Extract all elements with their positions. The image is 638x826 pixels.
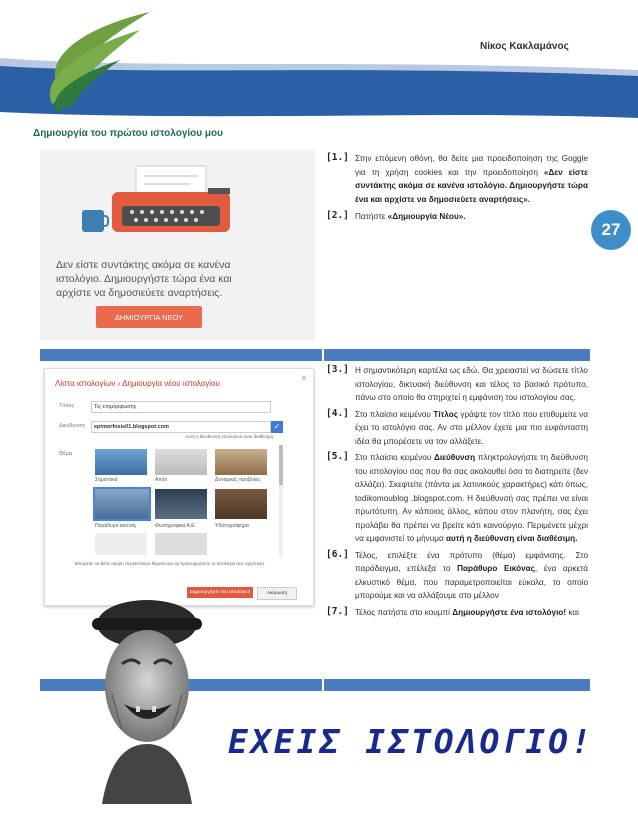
step-item: [326, 364, 588, 405]
theme-thumb-selected[interactable]: [93, 487, 151, 521]
theme-label-text: Φωτογραφικά Α.Ε.: [155, 523, 196, 529]
create-new-button[interactable]: ΔΗΜΙΟΥΡΓΙΑ ΝΕΟΥ: [96, 306, 202, 328]
table-top-bar: [40, 349, 590, 361]
steps-top: [326, 152, 588, 224]
title-label: Τίτλος: [59, 403, 75, 409]
empty-blog-message: Δεν είστε συντάκτης ακόμα σε κανένα ιστολόγιο. Δημιουργήστε τώρα ένα και αρχίστε να δημοσιεύετε αναρτήσεις.: [56, 259, 232, 299]
scrollbar[interactable]: [279, 445, 283, 557]
theme-thumb[interactable]: [155, 489, 207, 519]
step-text: Πατήστε «Δημιουργία Νέου».: [355, 212, 466, 221]
step-item: [326, 451, 588, 546]
step-text: Η σημαντικότερη καρτέλα ως εδώ. Θα χρειαστεί να δώσετε τίτλο ιστολογίου, δικτυακή διεύθυνση και τέλος το βασικό πρότυπο, πάνω στο οποίο θα στηριχτεί η εμφάνιση του ιστολογίου σας.: [355, 366, 588, 402]
step-item: [326, 210, 588, 224]
step-text: Στο πλαίσιο κειμένου Διεύθυνση πληκτρολογήστε τη διεύθυνση του ιστολογίου σας που θα σας ακολουθεί όσο το διατηρείτε (δεν αλλάζει). Σκεφτείτε (πάντα με λατινικούς χαρακτήρες) κάτι όπως, todikomoublog .blogspot.com. Η διεύθυνσή σας πρέπει να είναι πρωτότυπη. Αν κάποιος άλλος, κάπου στον πλανήτη, σας έχει προλάβει θα πρέπει να βρείτε κάτι καινούργιο. Περιμένετε μέχρι να εμφανιστεί το μήνυμα αυτή η διεύθυνση είναι διαθέσιμη.: [355, 453, 588, 543]
create-blog-dialog: [44, 368, 314, 606]
step-item: [326, 408, 588, 449]
theme-label-text: Απλό: [155, 477, 167, 483]
table-divider: [322, 349, 324, 691]
dialog-footer-note: Μπορείτε να δείτε ακόμη περισσότερα θέματα και να προσαρμόσετε το ιστολόγιό σας αργότερα.: [74, 561, 266, 566]
address-label: Διεύθυνση: [59, 423, 85, 429]
step-text: Στην επόμενη οθόνη, θα δείτε μια προειδοποίηση της Goggle για τη χρήση cookies και την προειδοποίηση «Δεν είστε συντάκτης ακόμα σε κανένα ιστολόγιο. Δημιουργήστε τώρα ένα και αρχίστε να δημοσιεύετε αναρτήσεις».: [355, 154, 588, 204]
step-number: [6.]: [326, 548, 349, 560]
theme-thumb[interactable]: [95, 533, 147, 555]
author-name: Νίκος Κακλαμάνος: [480, 41, 569, 52]
address-input[interactable]: epimorfosis01.blogspot.com: [91, 421, 271, 433]
title-input[interactable]: Τις επιμόρφωσης: [91, 401, 271, 413]
breadcrumb-root[interactable]: Λίστα ιστολογίων: [55, 379, 116, 388]
check-icon: ✓: [271, 421, 283, 433]
theme-thumb[interactable]: [215, 489, 267, 519]
laughing-old-man-photo: [92, 594, 202, 804]
page-number-badge: 27: [591, 210, 631, 250]
theme-thumb[interactable]: [215, 449, 267, 475]
breadcrumb-current: Δημιουργία νέου ιστολογίου: [122, 379, 220, 388]
step-number: [2.]: [326, 210, 349, 221]
blog-empty-panel: [40, 150, 315, 340]
theme-thumb[interactable]: [155, 449, 207, 475]
big-caption: ΕΧΕΙΣ ΙΣΤΟΛΟΓΙΟ!: [228, 722, 594, 761]
theme-grid: [91, 445, 277, 557]
step-text: Τέλος πατήστε στο κουμπί Δημιουργήστε ένα ιστολόγιο! και: [355, 607, 579, 617]
section-title: Δημιουργία του πρώτου ιστολογίου μου: [33, 128, 223, 139]
typewriter-illustration: [40, 150, 315, 260]
step-number: [7.]: [326, 605, 349, 617]
step-item: [326, 606, 588, 620]
address-available-note: Αυτή η διεύθυνση ιστολογίου είναι διαθέσιμη.: [185, 434, 275, 439]
theme-label: Θέμα: [59, 451, 73, 457]
cancel-button[interactable]: Ακύρωση: [257, 587, 297, 600]
theme-label-text: Δυναμικές προβολές: [215, 477, 261, 483]
theme-thumb[interactable]: [95, 449, 147, 475]
step-item: [326, 152, 588, 206]
breadcrumb-arrow: ›: [117, 379, 121, 388]
theme-label-text: Παράθυρο εικόνας: [95, 523, 137, 529]
close-icon[interactable]: ×: [301, 373, 307, 384]
step-number: [3.]: [326, 364, 349, 375]
step-number: [4.]: [326, 407, 349, 419]
step-number: [1.]: [326, 152, 349, 163]
create-blog-button[interactable]: Δημιουργήστε ένα ιστολόγιο!: [187, 587, 253, 598]
step-text: Τέλος, επιλέξτε ένα πρότυπο (θέμα) εμφάνισης. Στο παράδειγμα, επέλεξα το Παράθυρο Εικόνας, ένα αρκετά ελκυστικό θέμα, που παραμετροποιείται εύκολα, το οποίο μπορούμε και να αλλάξουμε στο μέλλον: [355, 550, 589, 600]
theme-label-text: Σημαντικά: [95, 477, 118, 483]
step-item: [326, 549, 588, 603]
theme-thumb[interactable]: [155, 533, 207, 555]
dialog-breadcrumb: [55, 379, 220, 388]
step-text: Στο πλαίσιο κειμένου Τίτλος γράψτε τον τίτλο που επιθυμείτε να έχει το ιστολόγιο σας. Αν στο μέλλον έχετε μια πιο ευφάνταστη ιδέα θα μπορέσετε να τον αλλάξετε.: [355, 409, 588, 446]
theme-label-text: Υδατογράφημα: [215, 523, 249, 529]
header-wave-decoration: [0, 0, 638, 125]
steps-bottom: [326, 364, 588, 619]
step-number: [5.]: [326, 451, 349, 462]
